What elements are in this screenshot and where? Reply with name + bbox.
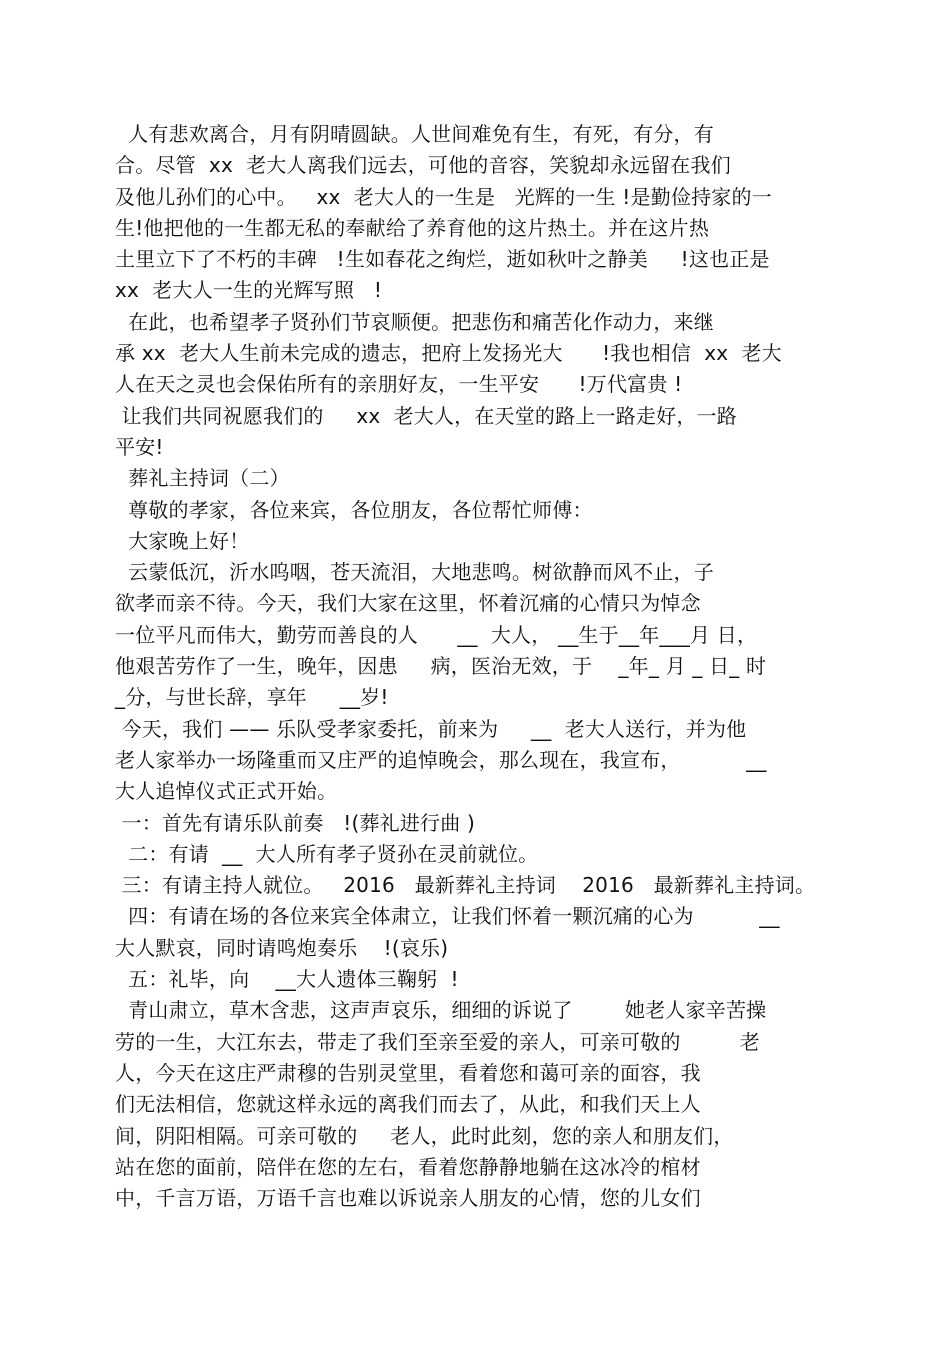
text-line-5: 土里立下了不朽的丰碑 !生如春花之绚烂，逝如秋叶之静美 !这也正是 — [115, 247, 770, 272]
text-line-20: 今天，我们 —— 乐队受孝家委托，前来为 __ 老大人送行，并为他 — [115, 716, 747, 741]
text-line-10: 让我们共同祝愿我们的 xx 老大人，在天堂的路上一路走好，一路 — [115, 403, 737, 428]
text-line-14: 大家晚上好！ — [115, 528, 250, 553]
text-line-6: xx 老大人一生的光辉写照 ! — [115, 278, 383, 303]
document-body — [115, 119, 855, 1214]
text-line-9: 人在天之灵也会保佑所有的亲朋好友，一生平安 !万代富贵 ! — [115, 372, 683, 397]
text-line-27: 大人默哀，同时请鸣炮奏乐 !(哀乐) — [115, 935, 449, 960]
step-two: 二：有请 __ 大人所有孝子贤孙在灵前就位。 — [115, 841, 539, 866]
text-line-1: 人有悲欢离合，月有阴晴圆缺。人世间难免有生，有死，有分，有 — [115, 122, 714, 146]
text-line-33: 间，阴阳相隔。可亲可敬的 老人，此时此刻，您的亲人和朋友们， — [115, 1123, 734, 1148]
step-three: 三：有请主持人就位。 2016 最新葬礼主持词 2016 最新葬礼主持词。 — [115, 873, 816, 898]
text-line-16: 欲孝而亲不待。今天，我们大家在这里，怀着沉痛的心情只为悼念 — [115, 591, 701, 616]
text-line-19: _分，与世长辞，享年 __岁! — [115, 685, 389, 710]
text-line-35: 中，千言万语，万语千言也难以诉说亲人朋友的心情，您的儿女们 — [115, 1186, 701, 1211]
text-line-29: 青山肃立，草木含悲，这声声哀乐，细细的诉说了 她老人家辛苦操 — [115, 998, 767, 1023]
text-line-2: 合。尽管 xx 老大人离我们远去，可他的音容，笑貌却永远留在我们 — [115, 153, 731, 178]
step-five: 五：礼毕，向 __大人遗体三鞠躬 ! — [115, 967, 459, 992]
section-heading: 葬礼主持词（二） — [115, 466, 290, 491]
text-line-8: 承 xx 老大人生前未完成的遗志，把府上发扬光大 !我也相信 xx 老大 — [115, 341, 782, 366]
text-line-30: 劳的一生，大江东去，带走了我们至亲至爱的亲人，可亲可敬的 老 — [115, 1029, 760, 1054]
text-line-4: 生!他把他的一生都无私的奉献给了养育他的这片热土。并在这片热 — [115, 215, 710, 240]
text-line-22: 大人追悼仪式正式开始。 — [115, 779, 338, 804]
step-one: 一：首先有请乐队前奏 !(葬礼进行曲 ) — [115, 810, 476, 835]
text-line-11: 平安! — [115, 434, 164, 459]
text-line-21: 老人家举办一场隆重而又庄严的追悼晚会，那么现在，我宣布， __ — [115, 747, 767, 772]
text-line-15: 云蒙低沉，沂水呜咽，苍天流泪，大地悲鸣。树欲静而风不止，子 — [115, 560, 714, 585]
text-line-34: 站在您的面前，陪伴在您的左右，看着您静静地躺在这冰冷的棺材 — [115, 1154, 701, 1179]
text-line-31: 人，今天在这庄严肃穆的告别灵堂里，看着您和蔼可亲的面容，我 — [115, 1060, 701, 1085]
step-four: 四：有请在场的各位来宾全体肃立，让我们怀着一颗沉痛的心为 __ — [115, 904, 780, 929]
text-line-18: 他艰苦劳作了一生，晚年，因患 病，医治无效，于 _年_ 月 _ 日_ 时 — [115, 654, 767, 679]
text-line-32: 们无法相信，您就这样永远的离我们而去了，从此，和我们天上人 — [115, 1092, 701, 1117]
text-line-17: 一位平凡而伟大，勤劳而善良的人 __ 大人， __生于__年___月 日， — [115, 622, 758, 647]
text-line-13: 尊敬的孝家，各位来宾，各位朋友，各位帮忙师傅： — [115, 497, 593, 522]
text-line-3: 及他儿孙们的心中。 xx 老大人的一生是 光辉的一生 !是勤俭持家的一 — [115, 184, 772, 209]
text-line-7: 在此，也希望孝子贤孙们节哀顺便。把悲伤和痛苦化作动力，来继 — [115, 309, 714, 334]
